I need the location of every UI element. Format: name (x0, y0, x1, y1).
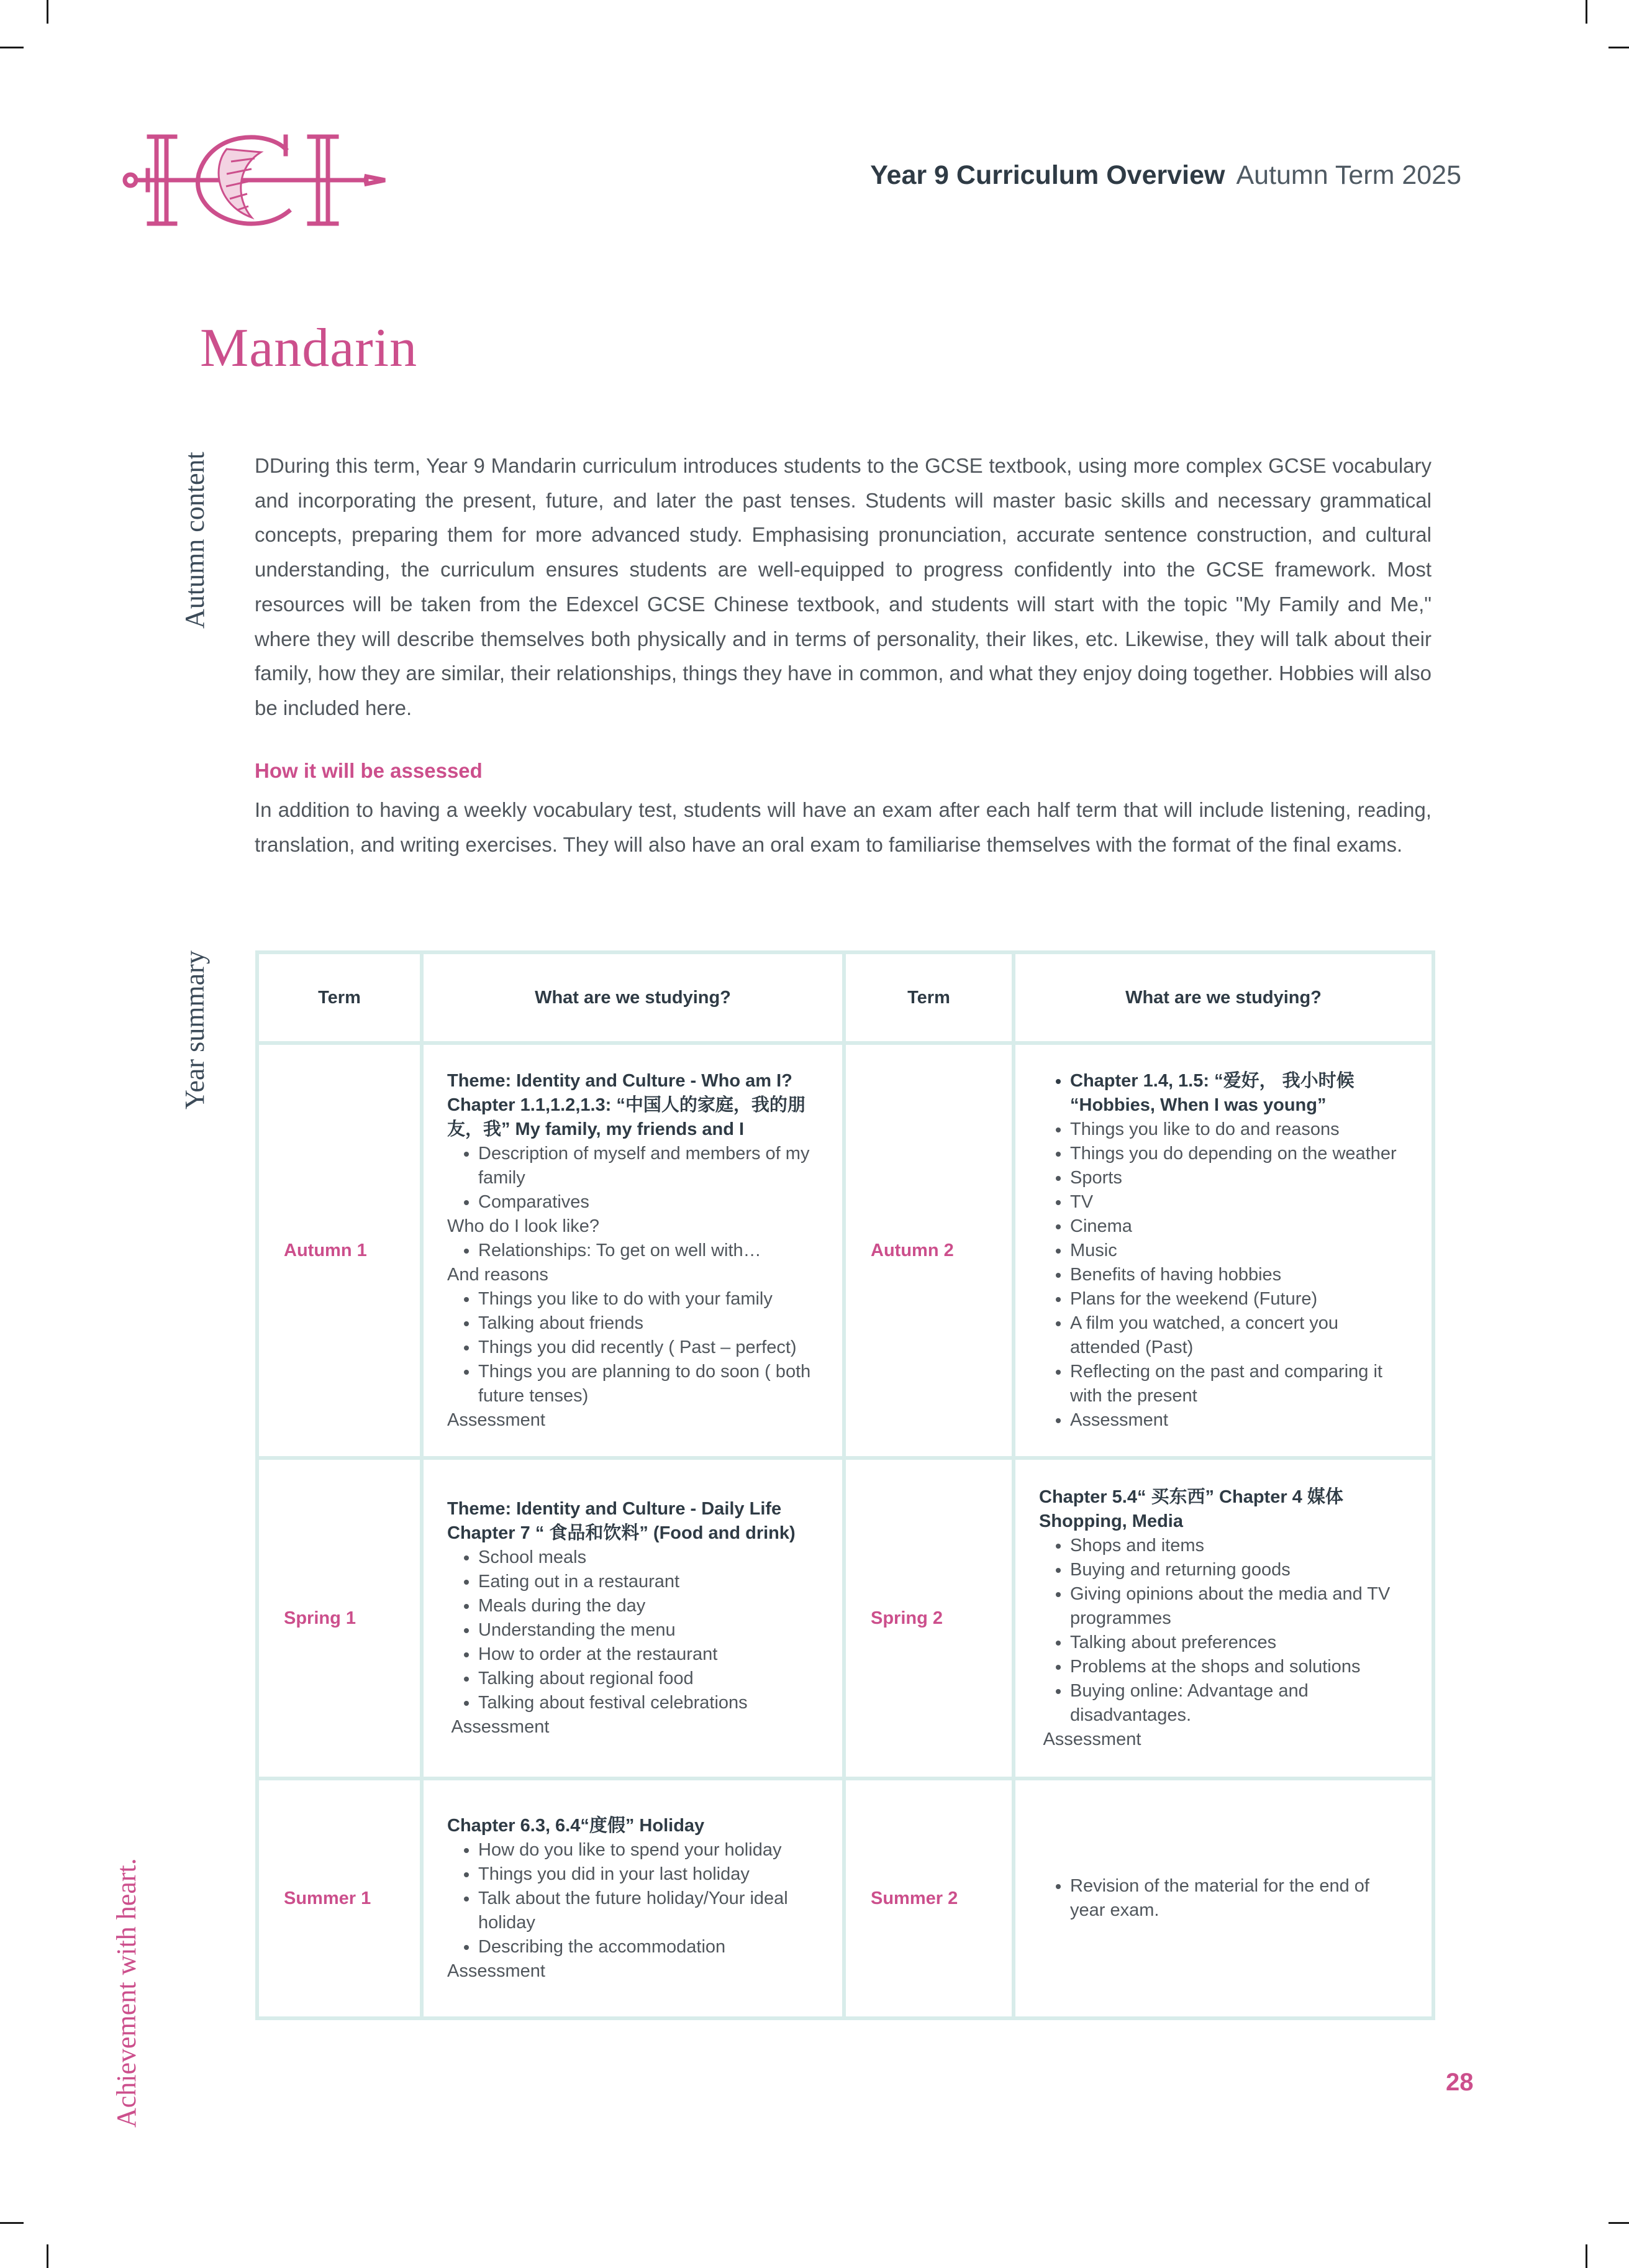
topic-list (447, 1287, 820, 1408)
list-item: • Describing the accommodation (478, 1935, 820, 1959)
list-item: • Buying online: Advantage and disadvantages. (1070, 1679, 1409, 1728)
page-number: 28 (1446, 2069, 1474, 2096)
topic-list (447, 1239, 820, 1263)
intro-paragraph: DDuring this term, Year 9 Mandarin curriculum introduces students to the GCSE textbook, using more complex GCSE vocabulary and incorporating the present, future, and later the past tenses. Students will master basic skills and necessary grammatical concepts, preparing them for more advanced study. Emphasising pronunciation, accurate sentence construction, and cultural understanding, the curriculum ensures students are well-equipped to progress confidently into the GCSE framework. Most resources will be taken from the Edexcel GCSE Chinese textbook, and students will start with the topic "My Family and Me," where they will describe themselves both physically and in terms of personality, their likes, etc. Likewise, they will talk about their family, how they are similar, their relationships, things they have in common, and what they enjoy doing together. Hobbies will also be included here. (255, 454, 1432, 719)
list-item: • Reflecting on the past and comparing it with the present (1070, 1360, 1409, 1408)
topic-list (447, 1546, 820, 1715)
crop-mark (1586, 0, 1587, 24)
term-autumn-2: Autumn 2 (844, 1043, 1014, 1458)
list-item: • Music (1070, 1239, 1409, 1263)
list-item: • How to order at the restaurant (478, 1642, 820, 1667)
content-spring-2 (1014, 1458, 1433, 1778)
crop-mark (1609, 2222, 1629, 2224)
crop-mark (1586, 2244, 1587, 2268)
crop-mark (0, 47, 24, 48)
side-label-year-summary: Year summary (179, 950, 210, 1109)
list-item: • Things you like to do and reasons (1070, 1118, 1409, 1142)
list-item: • Meals during the day (478, 1594, 820, 1618)
header-term: Term (844, 952, 1014, 1043)
list-item: • Eating out in a restaurant (478, 1570, 820, 1594)
table-row (257, 1043, 1433, 1458)
list-item: • Plans for the weekend (Future) (1070, 1287, 1409, 1311)
content-summer-1 (422, 1778, 844, 2018)
list-item: • Understanding the menu (478, 1618, 820, 1642)
list-item: • Cinema (1070, 1214, 1409, 1239)
motto: Achievement with heart. (111, 1858, 142, 2128)
list-item: • Comparatives (478, 1190, 820, 1214)
list-item: • Talking about festival celebrations (478, 1691, 820, 1715)
list-item: • Things you did in your last holiday (478, 1862, 820, 1887)
list-item: • School meals (478, 1546, 820, 1570)
list-item: • Shops and items (1070, 1534, 1409, 1558)
content-autumn-2 (1014, 1043, 1433, 1458)
topic-list (447, 1838, 820, 1959)
list-item: • Things you do depending on the weather (1070, 1142, 1409, 1166)
list-item: • Talking about friends (478, 1311, 820, 1336)
list-item: • How do you like to spend your holiday (478, 1838, 820, 1862)
list-item: • Talking about regional food (478, 1667, 820, 1691)
list-item: • Relationships: To get on well with… (478, 1239, 820, 1263)
topic-note: Who do I look like? (447, 1216, 600, 1236)
list-item: • Things you like to do with your family (478, 1287, 820, 1311)
list-item: • Revision of the material for the end of year exam. (1070, 1874, 1409, 1923)
topic-list (447, 1142, 820, 1214)
subject-title: Mandarin (200, 318, 418, 378)
list-item: • Talking about preferences (1070, 1631, 1409, 1655)
header-studying: What are we studying? (422, 952, 844, 1043)
table-row (257, 1458, 1433, 1778)
chapter-heading: Chapter 1.1,1.2,1.3: “中国人的家庭，我的朋友，我” My family, my friends and I (447, 1095, 805, 1139)
list-item: • A film you watched, a concert you attended (Past) (1070, 1311, 1409, 1360)
term-summer-1: Summer 1 (257, 1778, 422, 2018)
term-summer-2: Summer 2 (844, 1778, 1014, 2018)
theme-heading: Theme: Identity and Culture - Daily Life (447, 1499, 782, 1519)
list-item: • Giving opinions about the media and TV programmes (1070, 1582, 1409, 1631)
crop-mark (1609, 47, 1629, 48)
assessment-paragraph: In addition to having a weekly vocabulary test, students will have an exam after each half term that will include listening, reading, translation, and writing exercises. They will also have an oral exam to familiarise themselves with the format of the final exams. (255, 798, 1432, 856)
list-item: • Benefits of having hobbies (1070, 1263, 1409, 1287)
year-summary-table (255, 950, 1435, 2020)
list-item: • TV (1070, 1190, 1409, 1214)
list-item: • Buying and returning goods (1070, 1558, 1409, 1582)
list-item: • Assessment (1070, 1408, 1409, 1432)
chapter-heading: • Chapter 1.4, 1.5: “爱好， 我小时候 “Hobbies, When I was young” (1070, 1069, 1409, 1118)
topic-list (1039, 1069, 1409, 1432)
chapter-heading: Chapter 7 “ 食品和饮料” (Food and drink) (447, 1523, 796, 1543)
table-header-row (257, 952, 1433, 1043)
assessment-note: Assessment (447, 1410, 545, 1430)
content-autumn-1 (422, 1043, 844, 1458)
content-summer-2 (1014, 1778, 1433, 2018)
chapter-heading: Chapter 5.4“ 买东西” Chapter 4 媒体 Shopping, Media (1039, 1487, 1343, 1531)
header-studying: What are we studying? (1014, 952, 1433, 1043)
term-autumn-1: Autumn 1 (257, 1043, 422, 1458)
hch-logo-icon (118, 124, 391, 236)
assessment-note: Assessment (1039, 1729, 1141, 1749)
assessment-note: Assessment (447, 1961, 545, 1981)
table-row (257, 1778, 1433, 2018)
term-title: Autumn Term 2025 (1236, 160, 1461, 190)
assessment-note: Assessment (447, 1717, 550, 1737)
content-spring-1 (422, 1458, 844, 1778)
curriculum-title: Year 9 Curriculum Overview (870, 160, 1225, 190)
crop-mark (47, 0, 48, 24)
list-item: • Sports (1070, 1166, 1409, 1190)
theme-heading: Theme: Identity and Culture - Who am I? (447, 1070, 792, 1091)
list-item: • Problems at the shops and solutions (1070, 1655, 1409, 1679)
side-label-autumn-content: Autumn content (179, 452, 210, 629)
list-item: • Description of myself and members of my family (478, 1142, 820, 1190)
crop-mark (47, 2244, 48, 2268)
topic-list (1039, 1874, 1409, 1923)
topic-list (1039, 1534, 1409, 1728)
assessment-heading: How it will be assessed (255, 759, 483, 782)
list-item: • Things you did recently ( Past – perfect) (478, 1336, 820, 1360)
term-spring-1: Spring 1 (257, 1458, 422, 1778)
header-term: Term (257, 952, 422, 1043)
list-item: • Talk about the future holiday/Your ideal holiday (478, 1887, 820, 1935)
document-header (870, 160, 1461, 191)
chapter-heading: Chapter 6.3, 6.4“度假” Holiday (447, 1815, 705, 1836)
topic-note: And reasons (447, 1264, 548, 1285)
list-item: • Things you are planning to do soon ( both future tenses) (478, 1360, 820, 1408)
term-spring-2: Spring 2 (844, 1458, 1014, 1778)
crop-mark (0, 2222, 24, 2224)
